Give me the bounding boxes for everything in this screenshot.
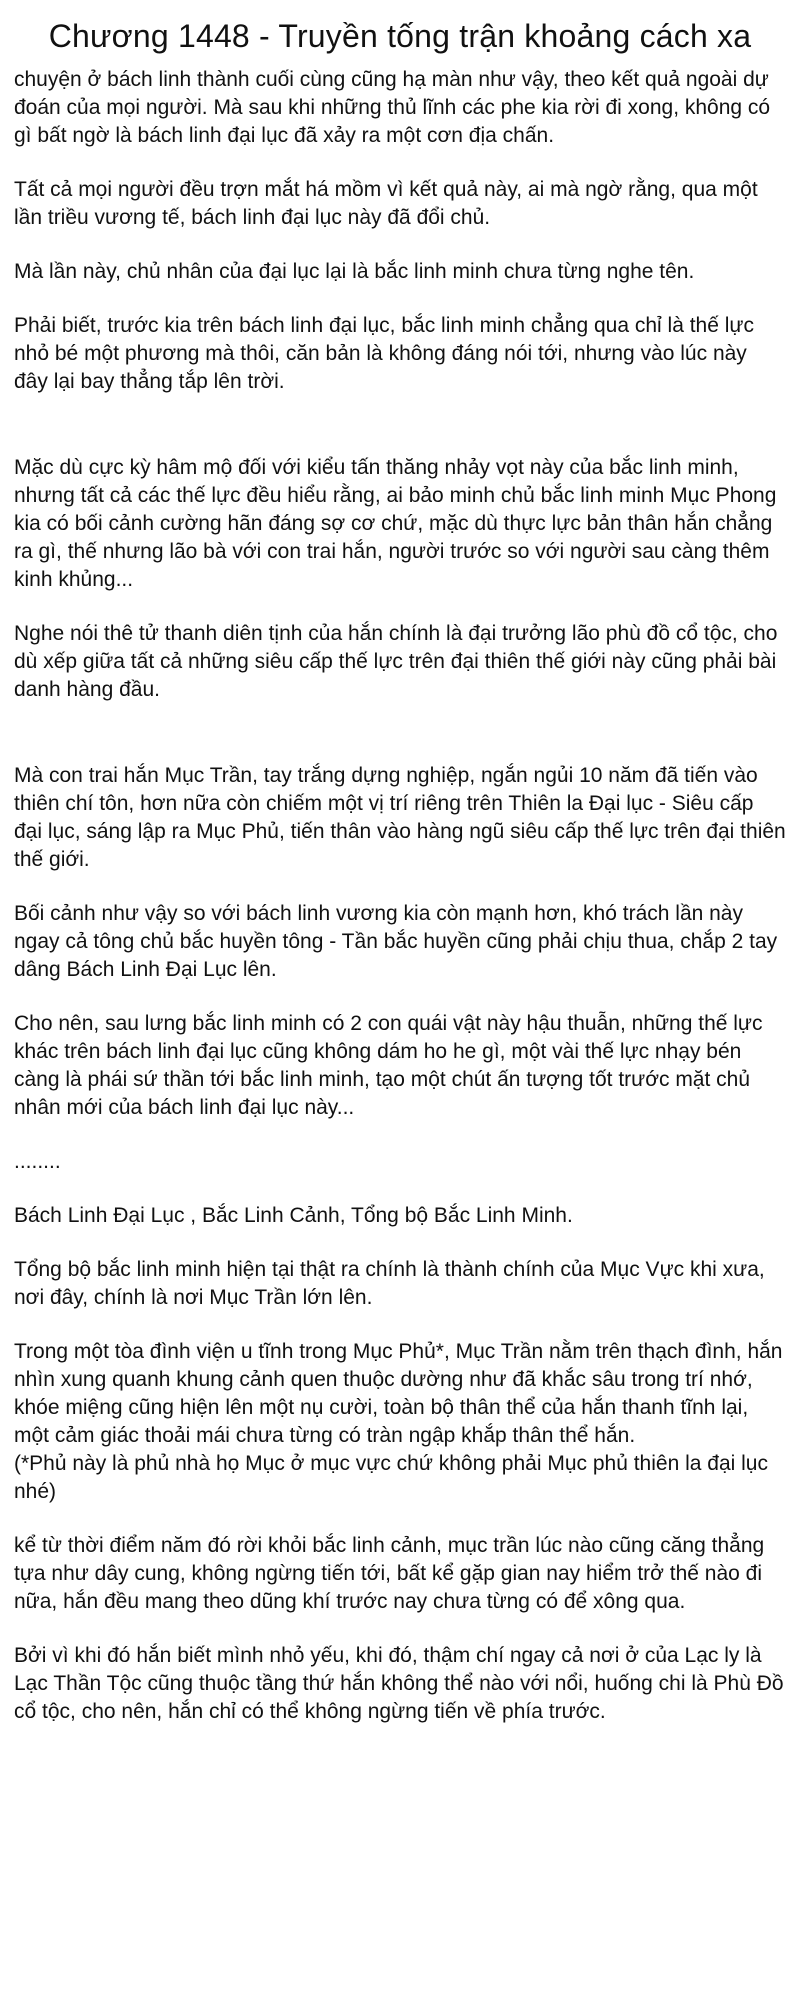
paragraph: Bối cảnh như vậy so với bách linh vương kia còn mạnh hơn, khó trách lần này ngay cả tông chủ bắc huyền tông - Tần bắc huyền cũng phải chịu thua, chắp 2 tay dâng Bách Linh Đại Lục lên.	[14, 902, 778, 981]
paragraph: Tổng bộ bắc linh minh hiện tại thật ra chính là thành chính của Mục Vực khi xưa, nơi đây, chính là nơi Mục Trần lớn lên.	[14, 1258, 765, 1309]
paragraph: Nghe nói thê tử thanh diên tịnh của hắn chính là đại trưởng lão phù đồ cổ tộc, cho dù xếp giữa tất cả những siêu cấp thế lực trên đại thiên thế giới này cũng phải bài danh hàng đầu.	[14, 622, 778, 701]
paragraph: chuyện ở bách linh thành cuối cùng cũng hạ màn như vậy, theo kết quả ngoài dự đoán của mọi người. Mà sau khi những thủ lĩnh các phe kia rời đi xong, không có gì bất ngờ là bách linh đại lục đã xảy ra một cơn địa chấn.	[14, 68, 771, 147]
paragraph: kể từ thời điểm năm đó rời khỏi bắc linh cảnh, mục trần lúc nào cũng căng thẳng tựa như dây cung, không ngừng tiến tới, bất kể gặp gian nay hiểm trở thế nào đi nữa, hắn đều mang theo dũng khí trước nay chưa từng có để xông qua.	[14, 1534, 765, 1613]
paragraph: Bách Linh Đại Lục , Bắc Linh Cảnh, Tổng bộ Bắc Linh Minh.	[14, 1204, 573, 1227]
paragraph: Mà con trai hắn Mục Trần, tay trắng dựng nghiệp, ngắn ngủi 10 năm đã tiến vào thiên chí tôn, hơn nữa còn chiếm một vị trí riêng trên Thiên la Đại lục - Siêu cấp đại lục, sáng lập ra Mục Phủ, tiến thân vào hàng ngũ siêu cấp thế lực trên đại thiên thế giới.	[14, 764, 786, 871]
paragraph: Cho nên, sau lưng bắc linh minh có 2 con quái vật này hậu thuẫn, những thế lực khác trên bách linh đại lục cũng không dám ho he gì, một vài thế lực nhạy bén càng là phái sứ thần tới bắc linh minh, tạo một chút ấn tượng tốt trước mặt chủ nhân mới của bách linh đại lục này...	[14, 1012, 763, 1119]
paragraph: Tất cả mọi người đều trợn mắt há mồm vì kết quả này, ai mà ngờ rằng, qua một lần triều vương tế, bách linh đại lục này đã đổi chủ.	[14, 178, 758, 229]
paragraph: Phải biết, trước kia trên bách linh đại lục, bắc linh minh chẳng qua chỉ là thế lực nhỏ bé một phương mà thôi, căn bản là không đáng nói tới, nhưng vào lúc này đây lại bay thẳng tắp lên trời.	[14, 314, 754, 393]
chapter-content	[14, 66, 786, 1726]
chapter-title: Chương 1448 - Truyền tống trận khoảng cách xa	[48, 18, 752, 54]
paragraph: Bởi vì khi đó hắn biết mình nhỏ yếu, khi đó, thậm chí ngay cả nơi ở của Lạc ly là Lạc Thần Tộc cũng thuộc tầng thứ hắn không thể nào với nổi, huống chi là Phù Đồ cổ tộc, cho nên, hắn chỉ có thể không ngừng tiến về phía trước.	[14, 1644, 784, 1723]
paragraph: Trong một tòa đình viện u tĩnh trong Mục Phủ*, Mục Trần nằm trên thạch đình, hắn nhìn xung quanh khung cảnh quen thuộc dường như đã khắc sâu trong trí nhớ, khóe miệng cũng hiện lên một nụ cười, toàn bộ thân thể của hắn thanh tĩnh lại, một cảm giác thoải mái chưa từng có tràn ngập khắp thân thể hắn. (*Phủ này là phủ nhà họ Mục ở mục vực chứ không phải Mục phủ thiên la đại lục nhé)	[14, 1340, 783, 1503]
scene-break: ........	[14, 1150, 61, 1173]
paragraph: Mặc dù cực kỳ hâm mộ đối với kiểu tấn thăng nhảy vọt này của bắc linh minh, nhưng tất cả các thế lực đều hiểu rằng, ai bảo minh chủ bắc linh minh Mục Phong kia có bối cảnh cường hãn đáng sợ cơ chứ, mặc dù thực lực bản thân hắn chẳng ra gì, thế nhưng lão bà với con trai hắn, người trước so với người sau càng thêm kinh khủng...	[14, 456, 777, 591]
paragraph: Mà lần này, chủ nhân của đại lục lại là bắc linh minh chưa từng nghe tên.	[14, 260, 695, 283]
